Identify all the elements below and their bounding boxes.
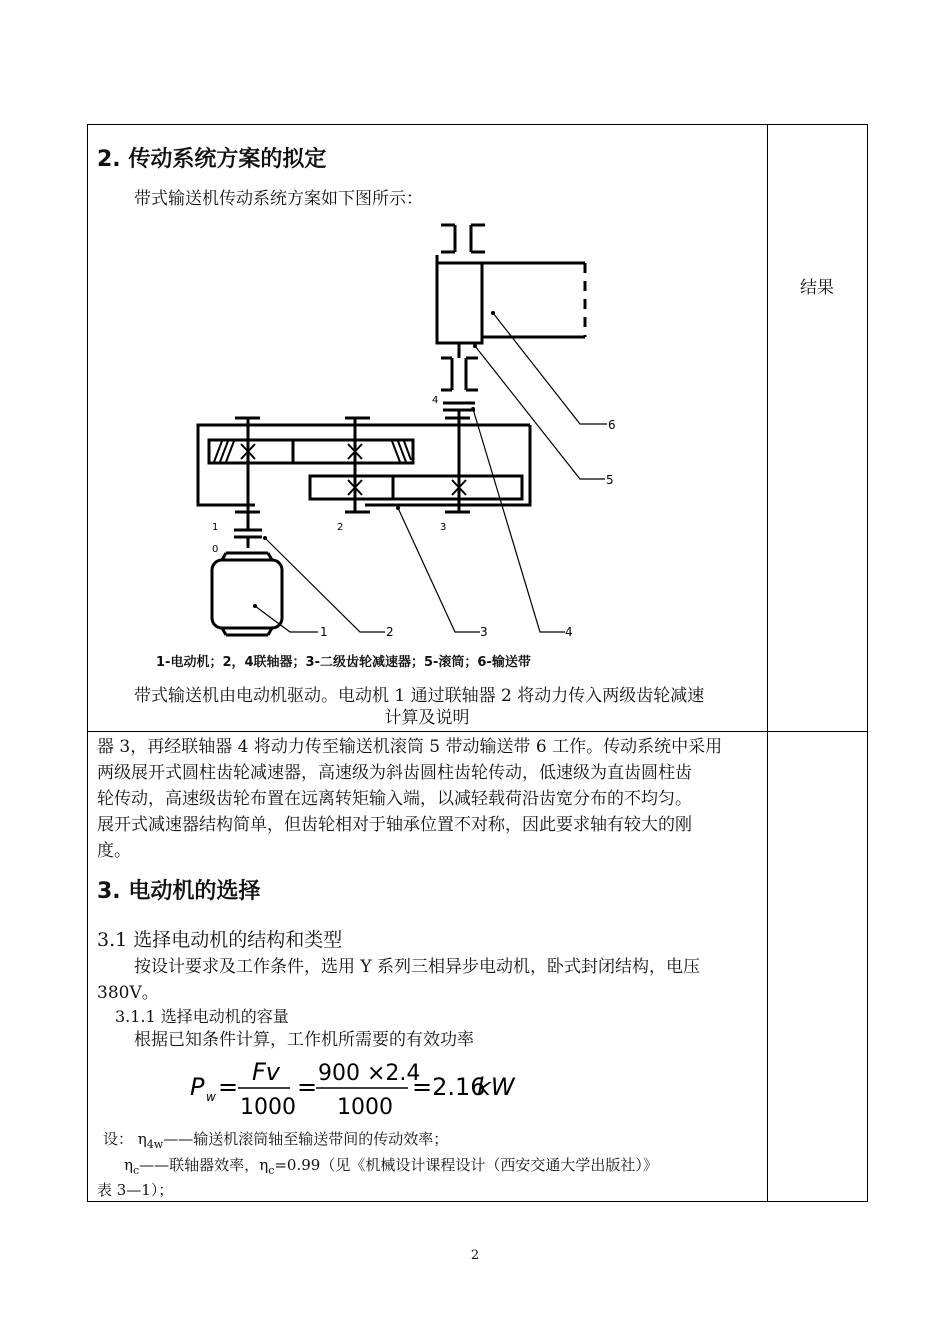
eta-4w-subscript: 4w xyxy=(146,1138,164,1151)
result-column-header: 结果 xyxy=(800,278,834,298)
eta-c-reference: 表 3—1）； xyxy=(97,1181,174,1199)
eta-c-symbol: η xyxy=(124,1156,133,1174)
formula-den1: 1000 xyxy=(240,1095,296,1120)
eta-4w-symbol: η xyxy=(137,1130,147,1148)
eta-c-text1: ——联轴器效率， xyxy=(139,1156,260,1174)
section-2-intro: 带式输送机传动系统方案如下图所示： xyxy=(134,189,423,209)
section-3-1-line1: 按设计要求及工作条件，选用 Y 系列三相异步电动机，卧式封闭结构，电压 xyxy=(134,957,701,977)
shaft-label-1: 1 xyxy=(212,522,219,533)
drum-5 xyxy=(437,263,482,343)
label-5: 5 xyxy=(606,473,614,487)
formula-unit: kW xyxy=(477,1073,515,1101)
leader-5 xyxy=(475,346,605,479)
section-3-1-1-text: 根据已知条件计算，工作机所需要的有效功率 xyxy=(134,1030,474,1050)
eta-4w-text: ——输送机滚筒轴至输送带间的传动效率； xyxy=(163,1130,449,1148)
eta-c-definition xyxy=(124,1152,658,1184)
eta-c-subscript: c xyxy=(133,1164,140,1177)
shaft-label-3: 3 xyxy=(440,522,447,533)
section-2-paragraph-line5: 展开式减速器结构简单，但齿轮相对于轴承位置不对称，因此要求轴有较大的刚 xyxy=(97,815,692,835)
formula-lhs-sub: w xyxy=(206,1090,216,1104)
section-3-1-line2: 380V。 xyxy=(97,983,159,1003)
svg-text:=: = xyxy=(218,1073,239,1101)
label-3: 3 xyxy=(480,625,488,639)
section-3-title: 3. 电动机的选择 xyxy=(97,879,261,904)
shaft-label-4: 4 xyxy=(432,395,439,406)
label-4: 4 xyxy=(565,625,573,639)
transmission-scheme-diagram xyxy=(180,215,640,655)
gearbox-housing-right xyxy=(365,425,530,505)
power-formula xyxy=(190,1055,530,1121)
section-3-1-1-title: 3.1.1 选择电动机的容量 xyxy=(115,1007,289,1026)
section-2-title: 2. 传动系统方案的拟定 xyxy=(97,147,327,172)
table-top-border xyxy=(87,124,868,125)
leader-3 xyxy=(398,508,480,632)
formula-result: =2.16 xyxy=(412,1073,486,1101)
table-column-divider xyxy=(767,124,768,1202)
section-2-paragraph-line1: 带式输送机由电动机驱动。电动机 1 通过联轴器 2 将动力传入两级齿轮减速 xyxy=(134,686,705,706)
shaft-label-0: 0 xyxy=(212,544,219,555)
section-2-paragraph-line4: 轮传动，高速级齿轮布置在远离转矩输入端，以减轻载荷沿齿宽分布的不均匀。 xyxy=(97,789,692,809)
section-3-1-title: 3.1 选择电动机的结构和类型 xyxy=(97,929,343,951)
formula-num1: Fv xyxy=(252,1058,281,1086)
shaft-label-2: 2 xyxy=(337,522,344,533)
label-2: 2 xyxy=(386,625,394,639)
set-prefix: 设： xyxy=(103,1130,134,1148)
eta-c-text2: =0.99（见《机械设计课程设计（西安交通大学出版社）》 xyxy=(274,1156,658,1174)
label-6: 6 xyxy=(608,418,616,432)
leader-6 xyxy=(493,313,607,424)
page-number: 2 xyxy=(470,1248,480,1263)
table-right-border xyxy=(867,124,868,1202)
formula-lhs: P xyxy=(190,1073,205,1101)
low-speed-gear-pair xyxy=(310,476,522,499)
svg-text:=: = xyxy=(297,1073,318,1101)
label-1: 1 xyxy=(320,625,328,639)
formula-den2: 1000 xyxy=(337,1095,393,1120)
section-2-paragraph-line6: 度。 xyxy=(97,841,131,861)
calc-column-header: 计算及说明 xyxy=(384,708,470,728)
section-2-paragraph-line3: 两级展开式圆柱齿轮减速器，高速级为斜齿圆柱齿轮传动，低速级为直齿圆柱齿 xyxy=(97,763,692,783)
table-bottom-border xyxy=(87,1201,868,1202)
section-2-paragraph-line2: 器 3，再经联轴器 4 将动力传至输送机滚筒 5 带动输送带 6 工作。传动系统中采用 xyxy=(97,737,723,757)
table-row-divider xyxy=(87,731,868,732)
eta-c-symbol2: η xyxy=(259,1156,269,1174)
eta-c-subscript2: c xyxy=(268,1164,275,1177)
high-speed-gear-pair xyxy=(209,440,413,463)
diagram-caption: 1-电动机；2，4联轴器；3-二级齿轮减速器；5-滚筒；6-输送带 xyxy=(156,655,531,670)
table-left-border xyxy=(87,124,88,1202)
formula-num2: 900 ×2.4 xyxy=(318,1061,421,1086)
